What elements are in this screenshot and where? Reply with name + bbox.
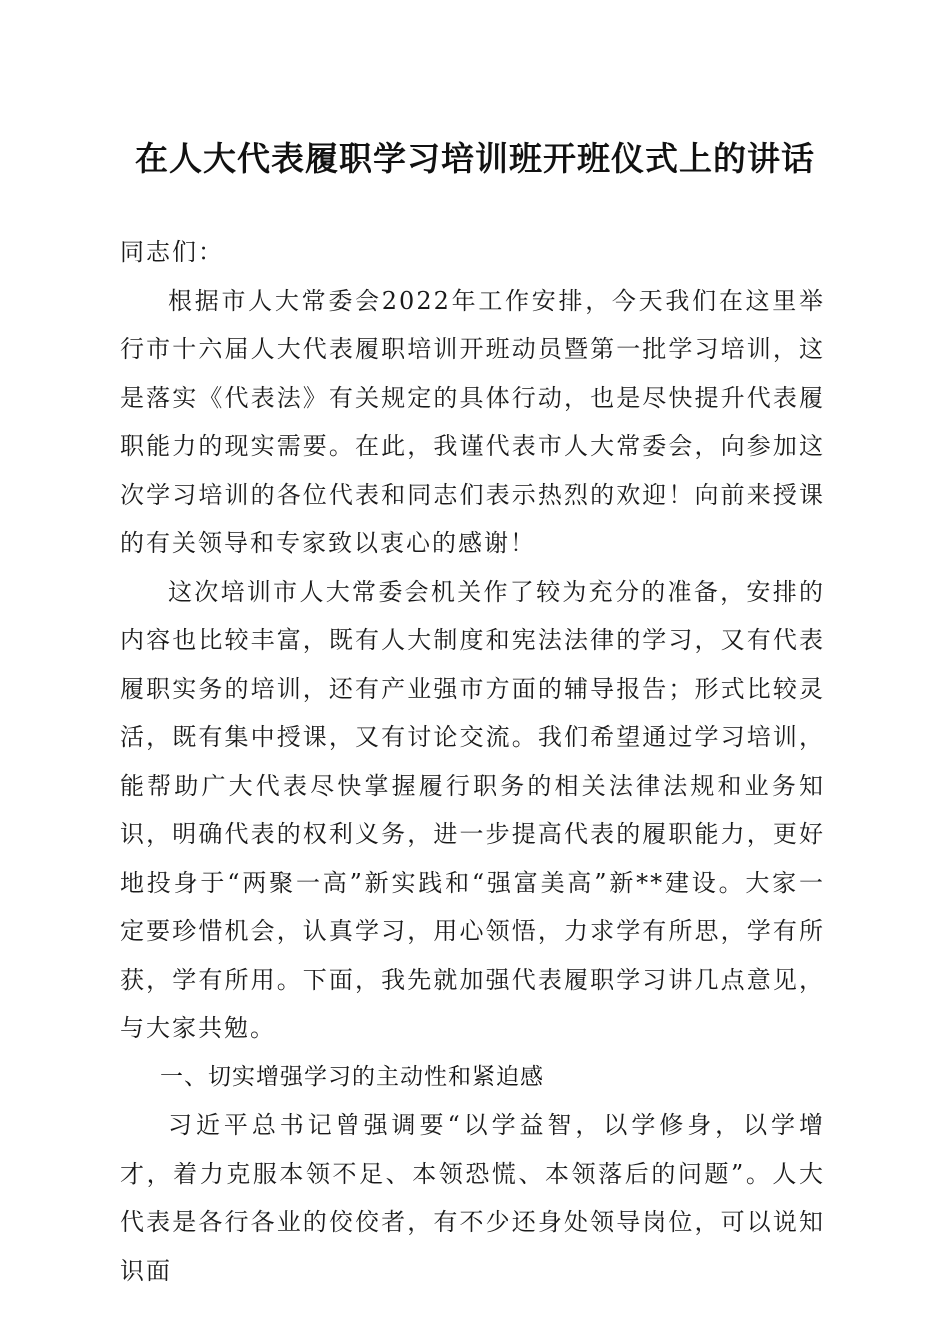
paragraph-intro: 根据市人大常委会2022年工作安排，今天我们在这里举行市十六届人大代表履职培训开班动员暨第一批学习培训，这是落实《代表法》有关规定的具体行动，也是尽快提升代表履职能力的现实需要。在此，我谨代表市人大常委会，向参加这次学习培训的各位代表和同志们表示热烈的欢迎！向前来授课的有关领导和专家致以衷心的感谢！ (120, 286, 825, 557)
document-title: 在人大代表履职学习培训班开班仪式上的讲话 (135, 139, 815, 178)
salutation: 同志们： (120, 238, 224, 266)
document-body (120, 228, 825, 1295)
paragraph-training: 这次培训市人大常委会机关作了较为充分的准备，安排的内容也比较丰富，既有人大制度和宪法法律的学习，又有代表履职实务的培训，还有产业强市方面的辅导报告；形式比较灵活，既有集中授课，又有讨论交流。我们希望通过学习培训，能帮助广大代表尽快掌握履行职务的相关法律法规和业务知识，明确代表的权利义务，进一步提高代表的履职能力，更好地投身于“两聚一高”新实践和“强富美高”新**建设。大家一定要珍惜机会，认真学习，用心领悟，力求学有所思，学有所获，学有所用。下面，我先就加强代表履职学习讲几点意见，与大家共勉。 (120, 577, 825, 1042)
paragraph-section-one: 习近平总书记曾强调要“以学益智，以学修身，以学增才，着力克服本领不足、本领恐慌、本领落后的问题”。人大代表是各行各业的佼佼者，有不少还身处领导岗位，可以说知识面 (120, 1111, 825, 1285)
section-heading: 一、切实增强学习的主动性和紧迫感 (160, 1063, 544, 1090)
